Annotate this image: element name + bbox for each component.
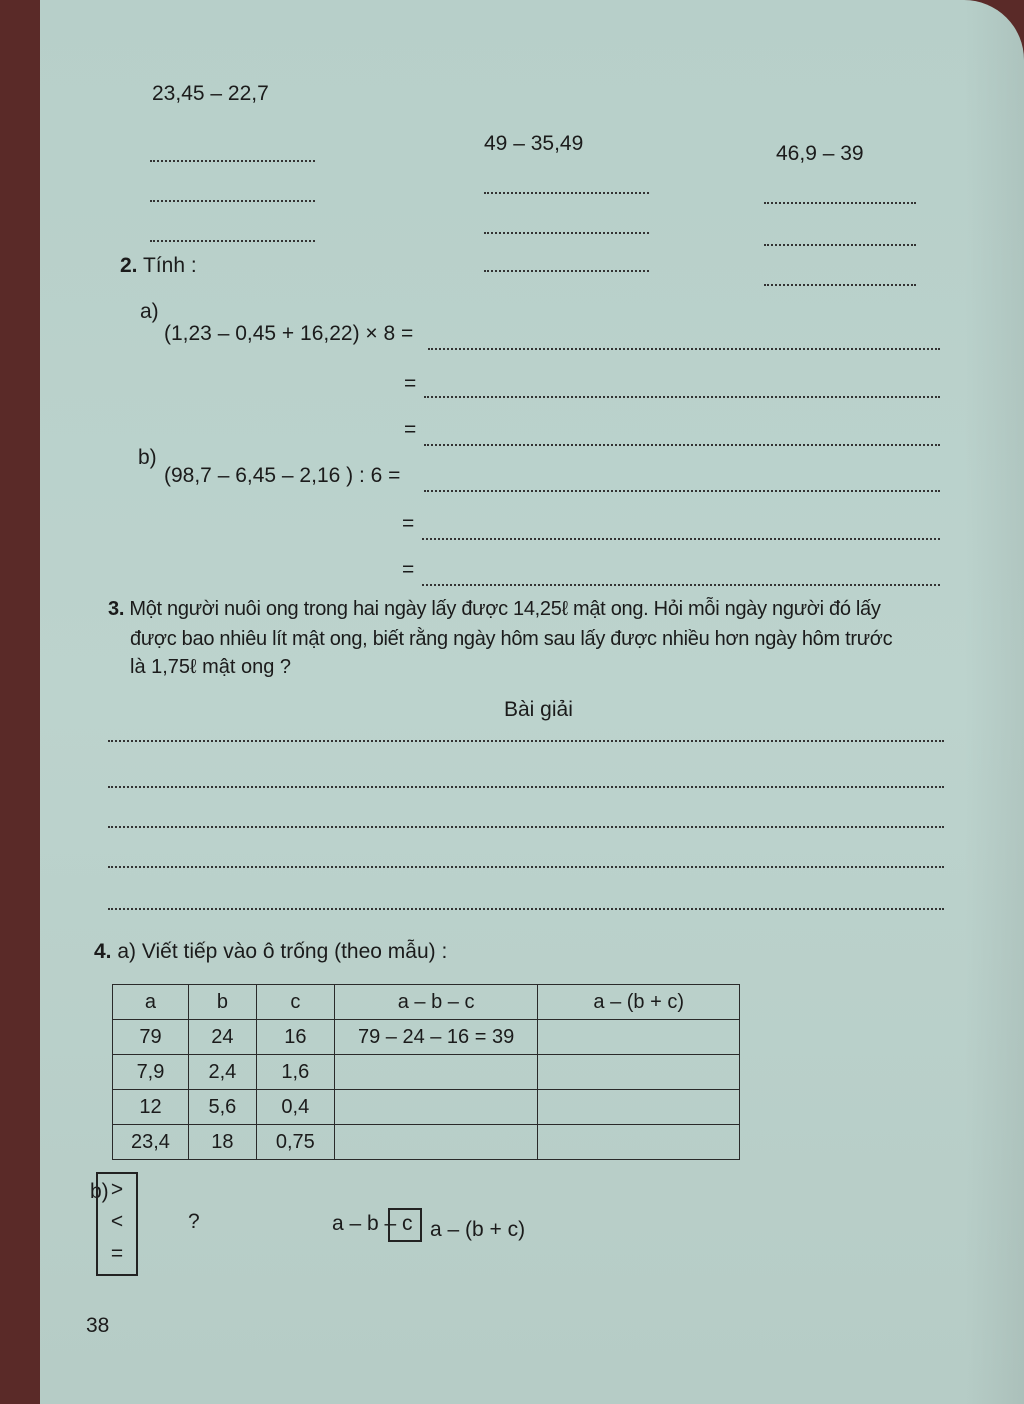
ex4-number: 4. [94,940,112,963]
table-answer-cell[interactable] [334,1090,538,1125]
table-cell: 79 – 24 – 16 = 39 [334,1020,538,1055]
table-cell: 1,6 [256,1055,334,1090]
ex2-heading [120,254,197,278]
answer-line[interactable] [424,396,940,398]
ex2-a-expression: (1,23 – 0,45 + 16,22) × 8 = [164,322,414,345]
left-expression: a – b – c [332,1212,413,1235]
ex2-b-label: b) [138,446,157,469]
ex2-a-label: a) [140,300,159,323]
answer-line[interactable] [764,284,916,286]
right-expression: a – (b + c) [430,1218,526,1241]
answer-line[interactable] [428,348,940,350]
answer-line[interactable] [108,866,944,868]
question-mark: ? [188,1210,200,1233]
table-cell: 79 [113,1020,189,1055]
answer-line[interactable] [424,444,940,446]
answer-line[interactable] [484,232,649,234]
table-cell: 7,9 [113,1055,189,1090]
ex2-number: 2. [120,254,138,277]
greater-than-symbol: > [110,1178,124,1201]
ex1-expr-2: 49 – 35,49 [484,132,584,155]
solution-label: Bài giải [504,698,573,721]
answer-line[interactable] [108,786,944,788]
ex3-line-1 [108,598,881,621]
table-header-cell: c [256,985,334,1020]
ex3-line-2: được bao nhiêu lít mật ong, biết rằng ngày hôm sau lấy được nhiều hơn ngày hôm trước [130,628,893,650]
table-cell: 0,75 [256,1125,334,1160]
answer-line[interactable] [108,740,944,742]
table-answer-cell[interactable] [538,1020,740,1055]
table-answer-cell[interactable] [538,1090,740,1125]
answer-line[interactable] [484,270,649,272]
answer-line[interactable] [108,826,944,828]
answer-line[interactable] [422,538,940,540]
expression-table [112,984,740,1160]
answer-line[interactable] [422,584,940,586]
equals-sign: = [402,558,415,581]
table-header-cell: a – b – c [334,985,538,1020]
table-header-cell: b [188,985,256,1020]
table-cell: 0,4 [256,1090,334,1125]
table-answer-cell[interactable] [538,1125,740,1160]
answer-line[interactable] [150,160,315,162]
equals-sign: = [402,512,415,535]
table-row [113,1125,740,1160]
ex4-a-heading [94,940,447,964]
ex2-title: Tính : [142,254,197,277]
answer-line[interactable] [484,192,649,194]
ex1-expr-1: 23,45 – 22,7 [152,82,269,105]
ex3-line-1-text: Một người nuôi ong trong hai ngày lấy được 14,25ℓ mật ong. Hỏi mỗi ngày người đó lấy [129,598,881,620]
table-row [113,1055,740,1090]
answer-line[interactable] [108,908,944,910]
ex4-b-label: b) [90,1180,109,1203]
table-cell: 18 [188,1125,256,1160]
table-row [113,1090,740,1125]
less-than-symbol: < [110,1210,124,1233]
equals-sign: = [404,418,417,441]
table-row [113,1020,740,1055]
answer-line[interactable] [150,240,315,242]
table-cell: 24 [188,1020,256,1055]
ex3-line-3: là 1,75ℓ mật ong ? [130,656,292,678]
table-answer-cell[interactable] [538,1055,740,1090]
comparison-symbols-box [96,1172,138,1276]
table-cell: 16 [256,1020,334,1055]
answer-line[interactable] [764,244,916,246]
table-answer-cell[interactable] [334,1125,538,1160]
answer-line[interactable] [424,490,940,492]
table-header-row [113,985,740,1020]
table-answer-cell[interactable] [334,1055,538,1090]
table-header-cell: a [113,985,189,1020]
table-cell: 23,4 [113,1125,189,1160]
comparison-answer-box[interactable] [388,1208,422,1242]
table-header-cell: a – (b + c) [538,985,740,1020]
table-cell: 5,6 [188,1090,256,1125]
page-number: 38 [86,1314,110,1337]
answer-line[interactable] [150,200,315,202]
equals-symbol: = [110,1242,124,1265]
table-cell: 12 [113,1090,189,1125]
ex1-expr-3: 46,9 – 39 [776,142,864,165]
equals-sign: = [404,372,417,395]
answer-line[interactable] [764,202,916,204]
table-cell: 2,4 [188,1055,256,1090]
ex3-number: 3. [108,598,125,620]
ex2-b-expression: (98,7 – 6,45 – 2,16 ) : 6 = [164,464,401,487]
ex4-a-text: a) Viết tiếp vào ô trống (theo mẫu) : [117,940,448,963]
